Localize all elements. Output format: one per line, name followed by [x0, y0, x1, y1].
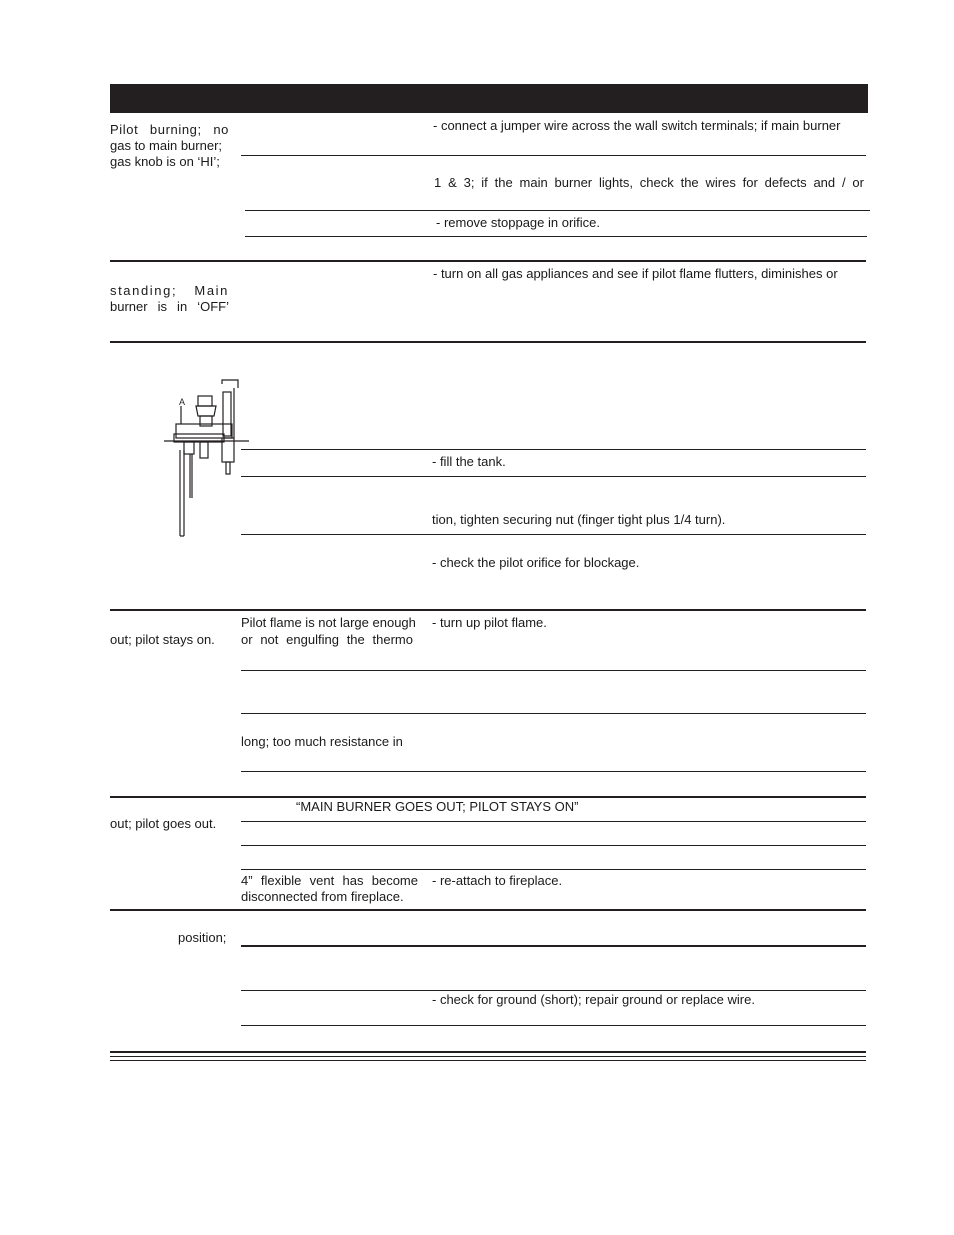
section-divider	[110, 609, 866, 611]
remedy-text: - remove stoppage in orifice.	[436, 215, 601, 230]
row-divider	[241, 845, 866, 846]
symptom-text: Pilot burning; no	[110, 122, 229, 137]
cause-text: long; too much resistance in	[241, 734, 403, 749]
symptom-text: out; pilot goes out.	[110, 816, 217, 831]
table-bottom-rule	[110, 1060, 866, 1061]
cause-text: Pilot flame is not large enough	[241, 615, 416, 630]
row-divider	[241, 869, 866, 870]
remedy-text: - turn up pilot flame.	[432, 615, 547, 630]
row-divider	[241, 713, 866, 714]
symptom-text: burner is in ‘OFF’	[110, 299, 229, 314]
section-divider	[110, 341, 866, 343]
remedy-text: tion, tighten securing nut (finger tight plus 1/4 turn).	[432, 512, 726, 527]
section-divider	[110, 909, 866, 911]
row-divider	[241, 534, 866, 535]
remedy-text: - turn on all gas appliances and see if pilot flame flutters, diminishes or	[433, 266, 838, 281]
row-divider	[241, 476, 866, 477]
symptom-text: gas to main burner;	[110, 138, 223, 153]
row-divider	[245, 236, 867, 237]
symptom-text: out; pilot stays on.	[110, 632, 215, 647]
row-divider	[241, 1025, 866, 1026]
remedy-text: - check the pilot orifice for blockage.	[432, 555, 640, 570]
cause-text: 4” flexible vent has become	[241, 873, 418, 888]
row-divider	[241, 771, 866, 772]
remedy-text: 1 & 3; if the main burner lights, check the wires for defects and / or	[434, 175, 864, 190]
section-divider	[110, 260, 866, 262]
cause-text: disconnected from fireplace.	[241, 889, 404, 904]
row-divider	[241, 670, 866, 671]
row-divider	[245, 210, 870, 211]
symptom-text: standing; Main	[110, 283, 229, 298]
remedy-text: - connect a jumper wire across the wall switch terminals; if main burner	[433, 118, 841, 133]
remedy-text: - fill the tank.	[432, 454, 506, 469]
remedy-text: - re-attach to fireplace.	[432, 873, 563, 888]
row-divider	[241, 155, 866, 156]
table-bottom-rule	[110, 1051, 866, 1053]
table-header-bar	[110, 84, 868, 113]
symptom-text: gas knob is on ‘HI’;	[110, 154, 220, 169]
table-bottom-rule	[110, 1056, 866, 1057]
reference-text: “MAIN BURNER GOES OUT; PILOT STAYS ON”	[296, 799, 579, 814]
symptom-text: position;	[178, 930, 227, 945]
cause-text: or not engulfing the thermo	[241, 632, 413, 647]
pilot-assembly-diagram	[160, 378, 255, 543]
row-divider	[241, 945, 866, 947]
row-divider	[241, 449, 866, 450]
remedy-text: - check for ground (short); repair ground or replace wire.	[432, 992, 755, 1007]
svg-text:A: A	[179, 397, 186, 407]
row-divider	[241, 821, 866, 822]
